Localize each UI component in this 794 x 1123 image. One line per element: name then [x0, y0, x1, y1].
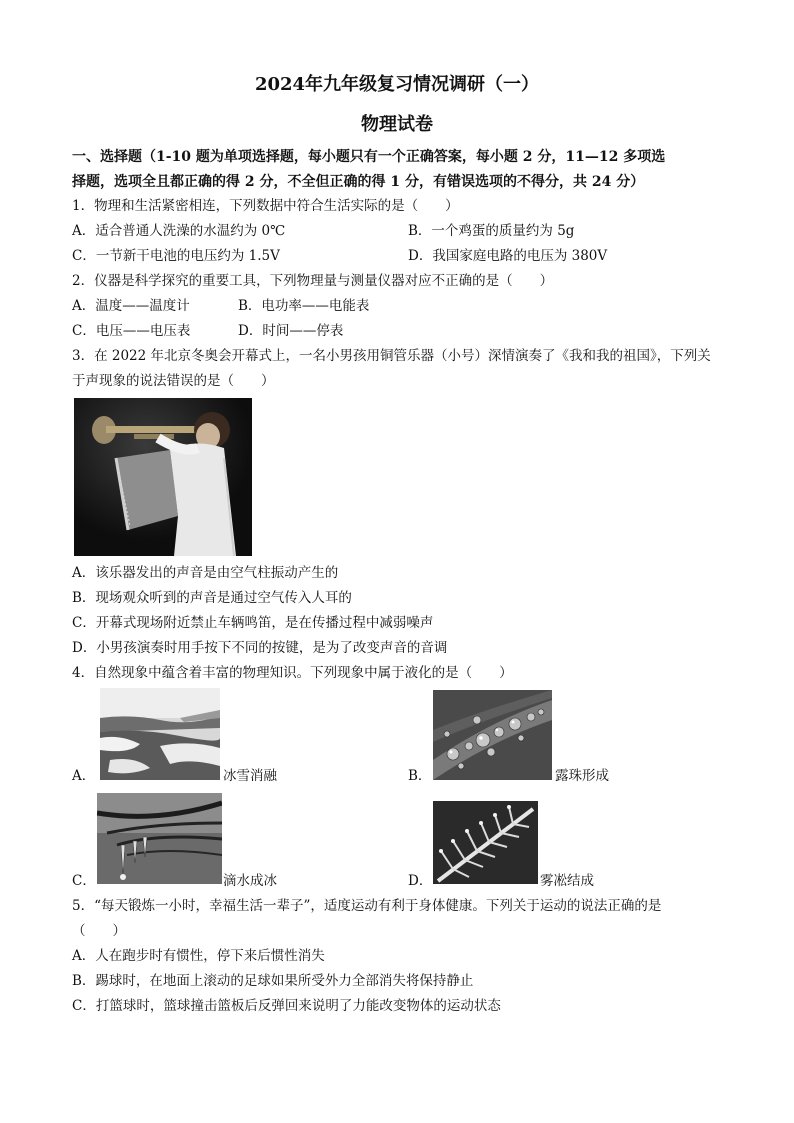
q1-option-b: B．一个鸡蛋的质量约为 5g [408, 223, 575, 239]
q5-stem-line1: 5．“每天锻炼一小时，幸福生活一辈子”，适度运动有利于身体健康。下列关于运动的说法正确的是 [72, 898, 662, 914]
q5-option-b: B．踢球时，在地面上滚动的足球如果所受外力全部消失将保持静止 [72, 973, 474, 989]
icicle-photo [97, 793, 222, 884]
q1-stem: 1．物理和生活紧密相连，下列数据中符合生活实际的是（ ） [72, 198, 459, 214]
q2-option-c: C．电压——电压表 [72, 323, 191, 339]
q2-option-b: B．电功率——电能表 [238, 298, 370, 314]
q3-option-a: A．该乐器发出的声音是由空气柱振动产生的 [72, 565, 339, 581]
q1-option-d: D．我国家庭电路的电压为 380V [408, 248, 608, 264]
section-heading-line2: 择题，选项全且都正确的得 2 分，不全但正确的得 1 分，有错误选项的不得分，共 24 分） [72, 174, 645, 190]
q2-option-a: A．温度——温度计 [72, 298, 190, 314]
q3-stem-line2: 于声现象的说法错误的是（ ） [72, 373, 275, 389]
rime-illustration [433, 801, 538, 884]
rime-photo [433, 801, 538, 884]
exam-subtitle: 物理试卷 [361, 114, 433, 135]
q3-option-d: D．小男孩演奏时用手按下不同的按键，是为了改变声音的音调 [72, 640, 448, 656]
q4-option-d-letter: D． [408, 873, 433, 889]
q5-stem-line2: （ ） [72, 923, 126, 939]
q4-option-b-letter: B． [408, 768, 432, 784]
q5-option-a: A．人在跑步时有惯性，停下来后惯性消失 [72, 948, 325, 964]
dew-photo [433, 690, 552, 780]
q4-option-d-caption: 雾凇结成 [540, 873, 594, 889]
q4-stem: 4．自然现象中蕴含着丰富的物理知识。下列现象中属于液化的是（ ） [72, 665, 513, 681]
q5-option-c: C．打篮球时，篮球撞击篮板后反弹回来说明了力能改变物体的运动状态 [72, 998, 501, 1014]
q3-option-c: C．开幕式现场附近禁止车辆鸣笛，是在传播过程中减弱噪声 [72, 615, 434, 631]
trumpet-boy-photo [74, 398, 252, 556]
q2-stem: 2．仪器是科学探究的重要工具，下列物理量与测量仪器对应不正确的是（ ） [72, 273, 554, 289]
icicle-illustration [97, 793, 222, 884]
dew-illustration [433, 690, 552, 780]
q4-option-c-letter: C． [72, 873, 96, 889]
ice-melting-photo [100, 688, 220, 780]
q3-option-b: B．现场观众听到的声音是通过空气传入人耳的 [72, 590, 352, 606]
q4-option-a-letter: A． [72, 768, 96, 784]
q4-option-a-caption: 冰雪消融 [223, 768, 277, 784]
section-heading-line1: 一、选择题（1-10 题为单项选择题，每小题只有一个正确答案，每小题 2 分，11—12 多项选 [72, 149, 666, 165]
trumpet-boy-illustration [74, 398, 252, 556]
q2-option-d: D．时间——停表 [238, 323, 344, 339]
q1-option-c: C．一节新干电池的电压约为 1.5V [72, 248, 280, 264]
q4-option-c-caption: 滴水成冰 [223, 873, 277, 889]
q1-option-a: A．适合普通人洗澡的水温约为 0℃ [72, 223, 286, 239]
ice-melting-illustration [100, 688, 220, 780]
exam-title: 2024年九年级复习情况调研（一） [254, 74, 540, 95]
q4-option-b-caption: 露珠形成 [555, 768, 609, 784]
q3-stem-line1: 3．在 2022 年北京冬奥会开幕式上，一名小男孩用铜管乐器（小号）深情演奏了《我和我的祖国》，下列关 [72, 348, 711, 364]
